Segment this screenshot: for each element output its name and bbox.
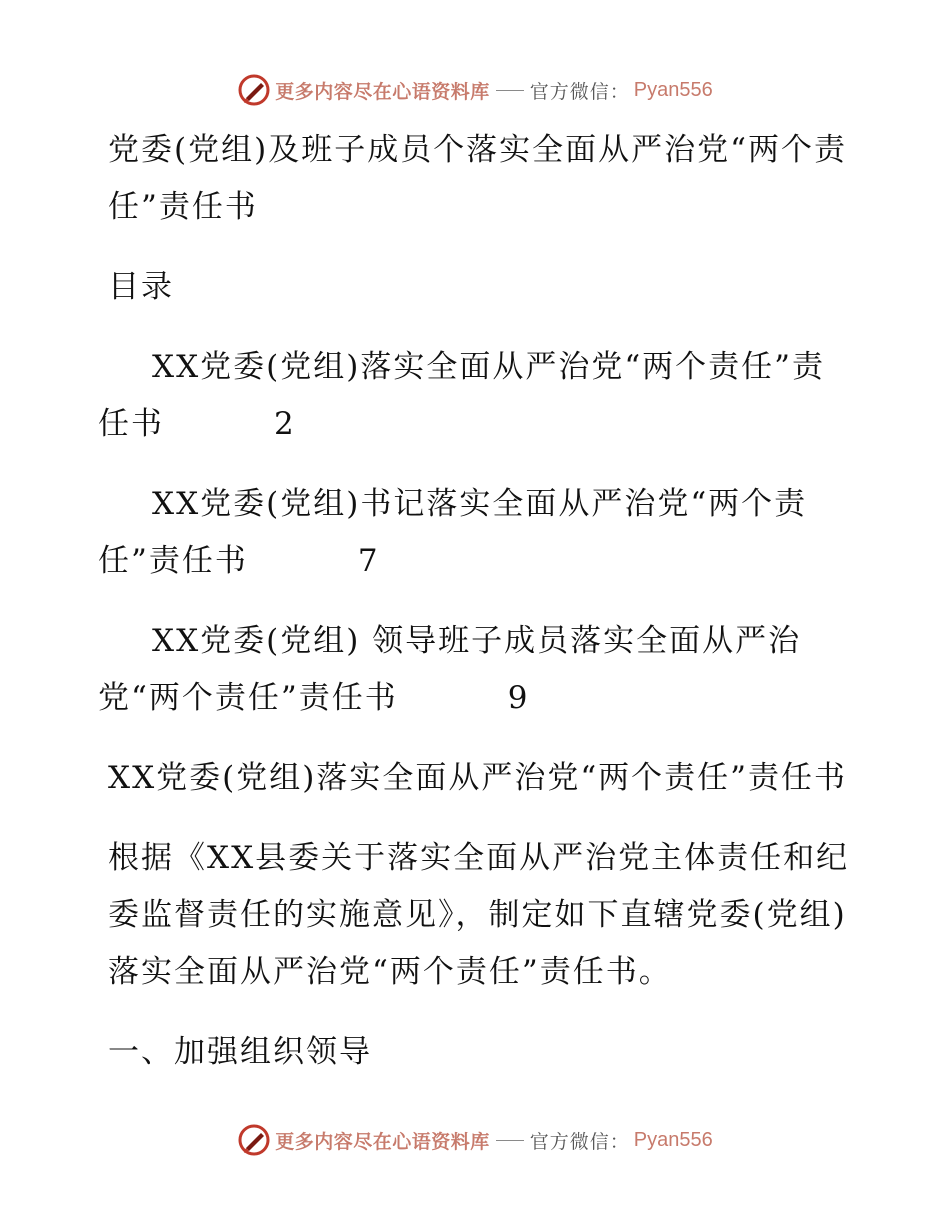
footer-banner <box>0 1120 950 1160</box>
toc-entry-page: 2 <box>274 406 296 442</box>
toc-entry[interactable] <box>98 339 858 453</box>
header-banner <box>0 70 950 110</box>
banner-wechat-label: 官方微信： <box>529 1130 630 1153</box>
toc-entry[interactable] <box>98 476 858 590</box>
banner-separator <box>496 1140 524 1141</box>
section-title: XX党委(党组)落实全面从严治党“两个责任”责任书 <box>108 760 848 796</box>
banner-wechat-id: Pyan556 <box>633 78 713 101</box>
toc-entry-page: 7 <box>357 543 380 579</box>
pen-logo-icon <box>237 1123 271 1157</box>
toc-entry-page: 9 <box>507 680 530 716</box>
heading-level-1: 一、加强组织领导 <box>108 1034 372 1070</box>
document-title: 党委(党组)及班子成员个落实全面从严治党“两个责任”责任书 <box>108 132 848 225</box>
banner-main-text: 更多内容尽在心语资料库 <box>275 80 490 103</box>
banner-wechat-id: Pyan556 <box>633 1128 713 1151</box>
document-body <box>98 122 858 1104</box>
toc-entry[interactable] <box>98 613 858 727</box>
toc-heading: 目录 <box>108 269 174 305</box>
toc-entry-title: XX党委(党组)书记落实全面从严治党“两个责任”责任书 <box>98 486 808 579</box>
toc-entry-title: XX党委(党组)落实全面从严治党“两个责任”责任书 <box>98 349 826 442</box>
banner-separator <box>496 90 524 91</box>
banner-main-text: 更多内容尽在心语资料库 <box>275 1130 490 1153</box>
pen-logo-icon <box>237 73 271 107</box>
toc-entry-title: XX党委(党组) 领导班子成员落实全面从严治党“两个责任”责任书 <box>98 623 802 716</box>
banner-wechat-label: 官方微信： <box>529 80 630 103</box>
intro-paragraph: 根据《XX县委关于落实全面从严治党主体责任和纪委监督责任的实施意见》，制定如下直辖党委(党组)落实全面从严治党“两个责任”责任书。 <box>108 840 850 990</box>
